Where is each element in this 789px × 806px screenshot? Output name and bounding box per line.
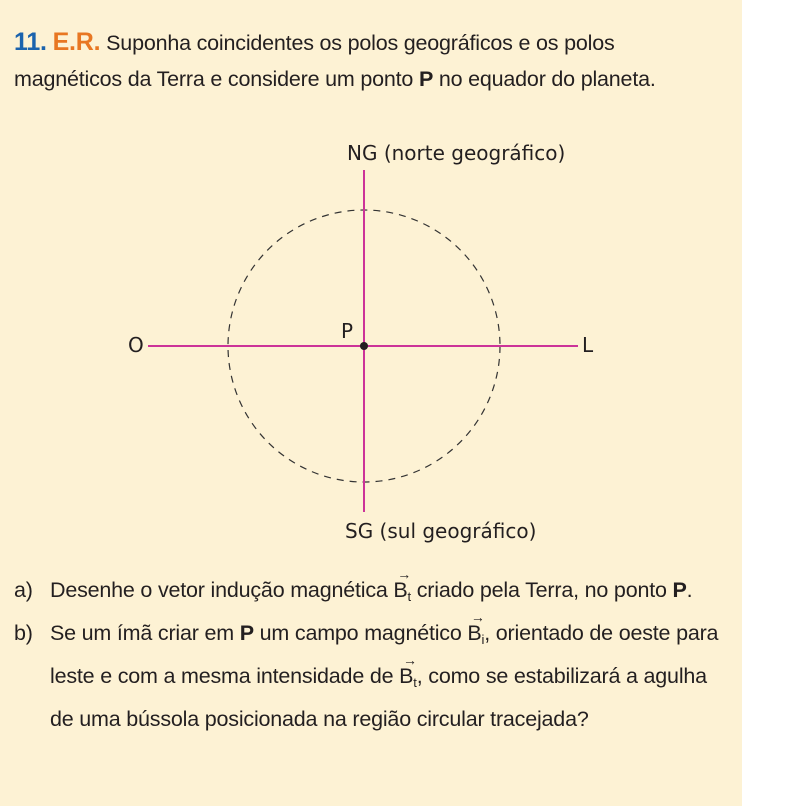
question-a-text-1: Desenhe o vetor indução magnética xyxy=(50,578,388,602)
vector-arrow-icon: → xyxy=(470,609,485,625)
vector-bi: → $B_i$ xyxy=(467,615,484,658)
question-b-text-4: , como se estabilizará a agulha de uma bússola posicionada na região circular tracejada? xyxy=(50,664,707,731)
south-label: SG (sul geográfico) xyxy=(345,519,537,543)
question-b-text-3: , orientado de oeste para leste e com a mesma intensidade de xyxy=(50,621,719,688)
east-label: L xyxy=(582,333,594,357)
question-b-label: b) xyxy=(14,621,33,645)
point-p-bold: P xyxy=(418,67,434,91)
west-label: O xyxy=(128,333,144,357)
equator-diagram xyxy=(0,130,742,560)
vector-bt: → $B_t$ xyxy=(399,658,417,701)
vector-arrow-icon: → xyxy=(397,566,412,582)
problem-number: 11. xyxy=(14,28,47,56)
north-label: NG (norte geográfico) xyxy=(347,141,566,165)
worked-example-tag: E.R. xyxy=(52,28,101,56)
question-a: a) Desenhe o vetor indução magnética → $B_t$ criado pela Terra, no ponto P. xyxy=(14,572,726,615)
question-b xyxy=(14,609,726,737)
statement-text-2: no equador do planeta. xyxy=(438,67,656,91)
problem-statement xyxy=(14,24,726,97)
question-b-text-2: um campo magnético xyxy=(259,621,462,645)
point-p-label: P xyxy=(341,319,354,343)
point-p-bold: P xyxy=(672,578,687,602)
point-p-bold: P xyxy=(239,621,254,645)
statement-text-1: Suponha coincidentes os polos geográficos e os polos magnéticos da Terra e considere um ponto xyxy=(14,31,615,91)
question-list xyxy=(14,566,726,737)
vector-bt: → $B_t$ xyxy=(393,572,411,615)
question-a-label: a) xyxy=(14,578,33,602)
question-a-text-2: criado pela Terra, no ponto xyxy=(416,578,667,602)
question-b-text-1: Se um ímã criar em xyxy=(50,621,234,645)
vector-arrow-icon: → xyxy=(403,652,417,668)
point-p-dot xyxy=(360,342,368,350)
